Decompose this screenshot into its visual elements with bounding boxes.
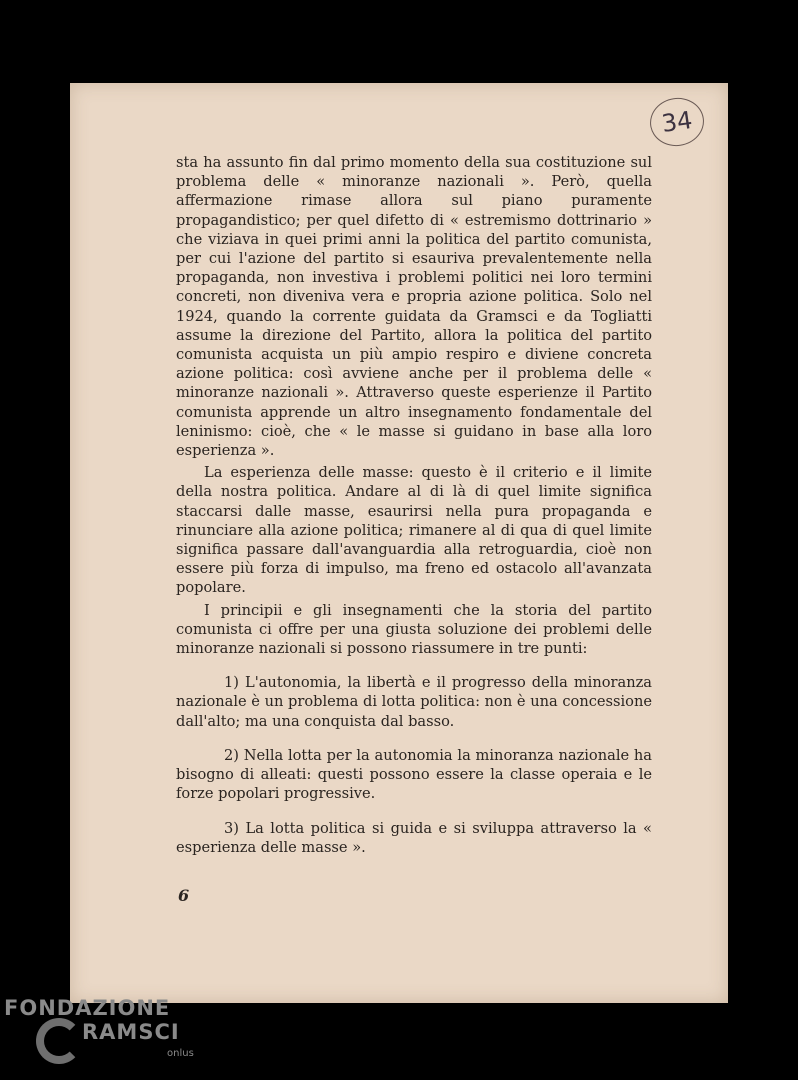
list-item: 1) L'autonomia, la libertà e il progresso della minoranza nazionale è un problema di lotta politica: non è una concessione dall'alto; ma una conquista dal basso. [176, 674, 652, 730]
logo-line-1: FONDAZIONE [4, 996, 171, 1020]
page-number: 6 [178, 886, 190, 905]
paragraph: La esperienza delle masse: questo è il criterio e il limite della nostra politica. Andare al di là di quel limite significa staccarsi dalle masse, esaurirsi nella pura propaganda e rinunciare alla azione politica; rimanere al di qua di quel limite significa passare dall'avanguardia alla retroguardia, cioè non essere più forza di impulso, ma freno ed ostacolo all'avanzata popolare. [176, 464, 652, 597]
document-body [176, 153, 652, 857]
logo-line-2: RAMSCI [82, 1020, 180, 1044]
g-letter-icon [36, 1018, 82, 1064]
paragraph: I principii e gli insegnamenti che la storia del partito comunista ci offre per una giusta soluzione dei problemi delle minoranze nazionali si possono riassumere in tre punti: [176, 601, 652, 658]
list-item: 3) La lotta politica si guida e si sviluppa attraverso la « esperienza delle masse ». [176, 819, 652, 856]
logo-line-3: onlus [167, 1048, 194, 1059]
page-stamp: 34 [647, 94, 707, 149]
list-item: 2) Nella lotta per la autonomia la minoranza nazionale ha bisogno di alleati: questi possono essere la classe operaia e le forze popolari progressive. [176, 746, 652, 803]
paragraph: sta ha assunto fin dal primo momento della sua costituzione sul problema delle « minoranze nazionali ». Però, quella affermazione rimase allora sul piano puramente propagandistico; per quel difetto di « estremismo dottrinario » che viziava in quei primi anni la politica del partito comunista, per cui l'azione del partito si esauriva prevalentemente nella propaganda, non investiva i problemi politici nei loro termini concreti, non diveniva vera e propria azione politica. Solo nel 1924, quando la corrente guidata da Gramsci e da Togliatti assume la direzione del Partito, allora la politica del partito comunista acquista un più ampio respiro e diviene concreta azione politica: così avviene anche per il problema delle « minoranze nazionali ». Attraverso queste esperienze il Partito comunista apprende un altro insegnamento fondamentale del leninismo: cioè, che « le masse si guidano in base alla loro esperienza ». [176, 154, 652, 460]
fondazione-gramsci-logo [4, 996, 204, 1074]
